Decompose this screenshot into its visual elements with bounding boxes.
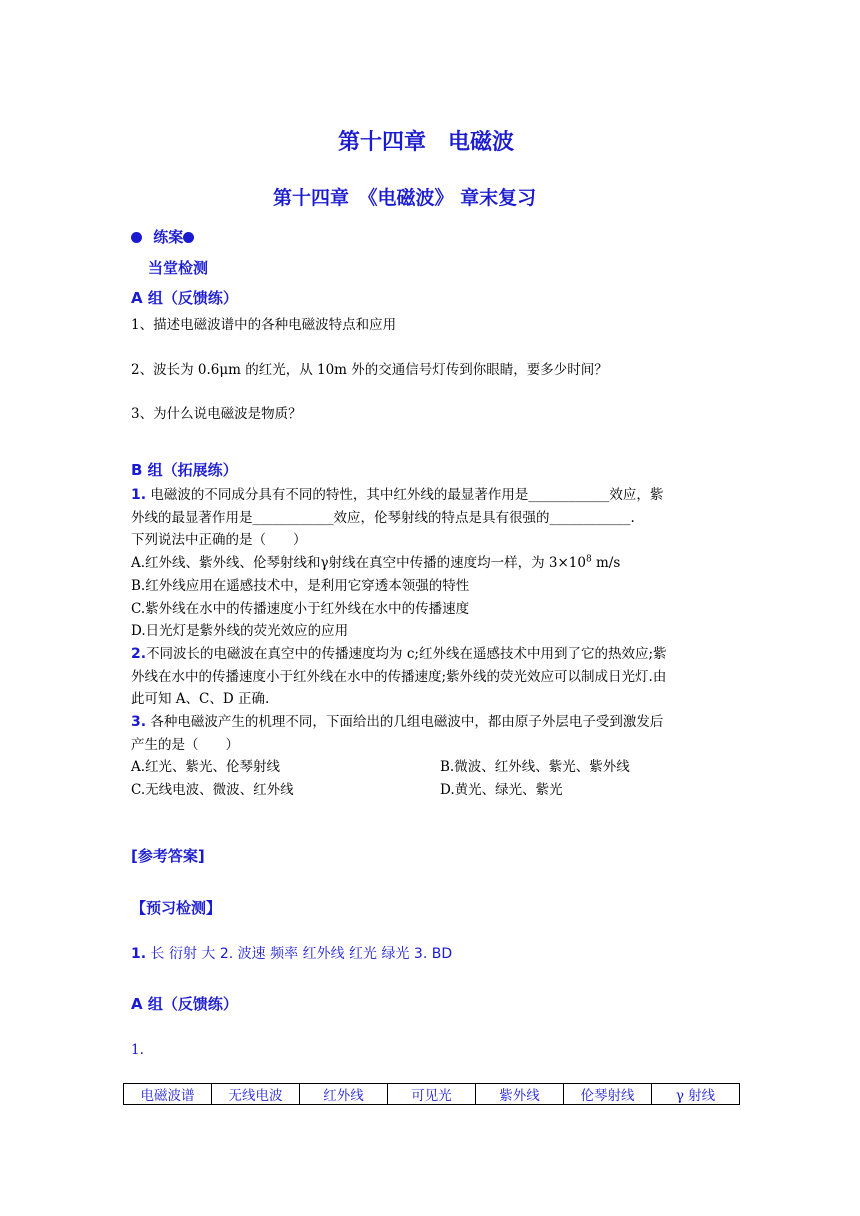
table-cell: γ 射线: [652, 1084, 740, 1105]
group-a-question-3: 3、为什么说电磁波是物质？: [131, 406, 302, 422]
b-q2-line2: 外线在水中的传播速度小于红外线在水中的传播速度;紫外线的荧光效应可以制成日光灯.由: [131, 669, 667, 685]
b-q1-option-b: B.红外线应用在遥感技术中，是利用它穿透本领强的特性: [131, 578, 470, 594]
question-number: 2.: [131, 646, 147, 662]
b-q3-option-b: B.微波、红外线、紫光、紫外线: [440, 759, 630, 775]
bullet-icon: [183, 232, 194, 243]
group-a-answer-number: 1.: [131, 1042, 144, 1058]
table-cell: 紫外线: [476, 1084, 564, 1105]
practice-header: [131, 226, 194, 247]
table-cell: 伦琴射线: [564, 1084, 652, 1105]
section-title: 第十四章 《电磁波》 章末复习: [273, 187, 537, 209]
group-a-answer-title: A 组（反馈练）: [131, 995, 238, 1013]
b-q2-line3: 此可知 A、C、D 正确.: [131, 691, 270, 707]
table-cell: 电磁波谱: [124, 1084, 212, 1105]
b-q3-text: 各种电磁波产生的机理不同，下面给出的几组电磁波中，都由原子外层电子受到激发后: [146, 714, 664, 730]
question-number: 1.: [131, 487, 147, 503]
group-a-question-1: 1、描述电磁波谱中的各种电磁波特点和应用: [131, 317, 397, 333]
b-q3-option-a: A.红光、紫光、伦琴射线: [131, 759, 281, 775]
table-cell: 可见光: [388, 1084, 476, 1105]
b-q1-option-a: [131, 551, 620, 571]
question-number: 3.: [131, 714, 147, 730]
b-q1-text: 电磁波的不同成分具有不同的特性，其中红外线的最显著作用是____________效应，紫: [146, 487, 664, 503]
practice-header-label: 练案: [153, 228, 184, 246]
exponent: 8: [585, 554, 592, 565]
b-q3-line2: 产生的是（ ）: [131, 737, 239, 753]
b-q1-option-d: D.日光灯是紫外线的荧光效应的应用: [131, 623, 349, 639]
preview-answers-text: 长 衍射 大 2. 波速 频率 红外线 红光 绿光 3. BD: [146, 946, 453, 962]
option-a-unit: m/s: [591, 555, 621, 571]
question-number: 1.: [131, 946, 147, 962]
group-a-title: A 组（反馈练）: [131, 289, 238, 307]
table-row: [124, 1084, 740, 1105]
preview-answers: [131, 943, 452, 963]
spectrum-table: [123, 1083, 740, 1105]
table-cell: 红外线: [300, 1084, 388, 1105]
table-cell: 无线电波: [212, 1084, 300, 1105]
b-q3-line1: [131, 710, 663, 730]
b-q1-option-c: C.紫外线在水中的传播速度小于红外线在水中的传播速度: [131, 601, 470, 617]
in-class-check-title: 当堂检测: [148, 259, 209, 277]
b-q3-option-d: D.黄光、绿光、紫光: [440, 782, 563, 798]
b-q3-option-c: C.无线电波、微波、红外线: [131, 782, 294, 798]
bullet-icon: [131, 232, 142, 243]
b-q2-line1: [131, 642, 667, 662]
chapter-title: 第十四章 电磁波: [338, 130, 515, 155]
group-b-title: B 组（拓展练）: [131, 461, 238, 479]
option-a-text: A.红外线、紫外线、伦琴射线和γ射线在真空中传播的速度均一样，为 3×10: [131, 555, 586, 571]
answer-ref-title: [参考答案]: [131, 847, 205, 865]
b-q1-line2: 外线的最显著作用是____________效应，伦琴射线的特点是具有很强的____________.: [131, 510, 635, 526]
group-a-question-2: 2、波长为 0.6μm 的红光，从 10m 外的交通信号灯传到你眼睛，要多少时间？: [131, 362, 608, 378]
b-q1-line3: 下列说法中正确的是（ ）: [131, 532, 307, 548]
b-q1-line1: [131, 483, 663, 503]
b-q2-text: 不同波长的电磁波在真空中的传播速度均为 c;红外线在遥感技术中用到了它的热效应;紫: [146, 646, 667, 662]
preview-check-title: 【预习检测】: [131, 899, 222, 917]
